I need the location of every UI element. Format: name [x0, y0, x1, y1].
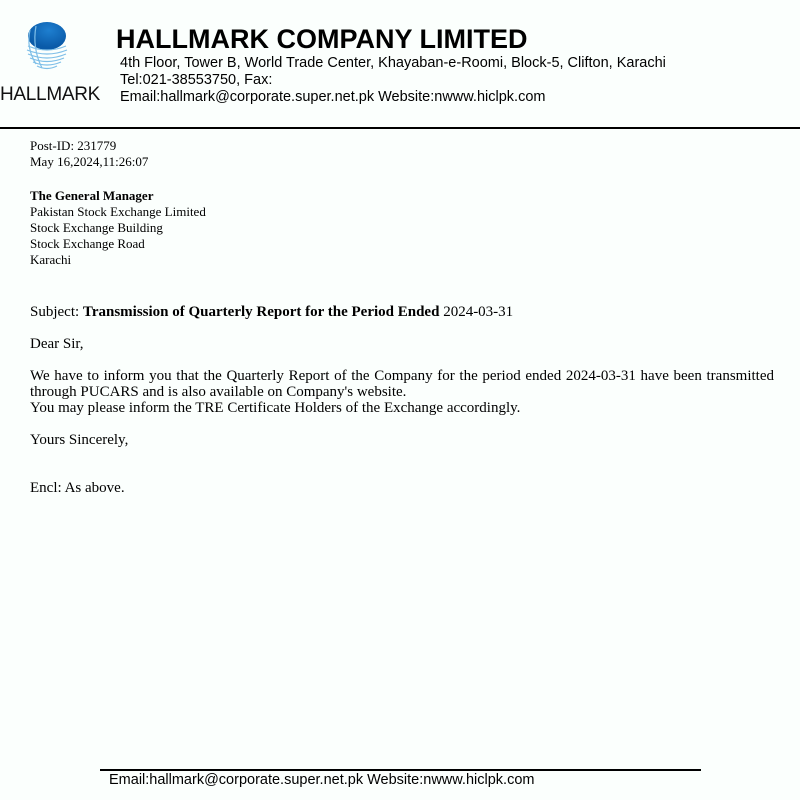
header-divider [0, 127, 800, 129]
enclosure: Encl: As above. [30, 480, 125, 496]
post-id: Post-ID: 231779 [30, 138, 117, 153]
company-address: 4th Floor, Tower B, World Trade Center, Khayaban-e-Roomi, Block-5, Clifton, Karachi [120, 55, 666, 71]
company-tel-fax: Tel:021-38553750, Fax: [120, 72, 273, 88]
recipient-line: Stock Exchange Road [30, 236, 145, 251]
company-name: HALLMARK COMPANY LIMITED [116, 24, 528, 54]
recipient-line: Karachi [30, 252, 72, 267]
footer-divider [100, 769, 701, 771]
logo-wordmark: HALLMARK [0, 84, 101, 105]
footer-email-website: Email:hallmark@corporate.super.net.pk Website:nwww.hiclpk.com [109, 772, 535, 788]
recipient-line: Pakistan Stock Exchange Limited [30, 204, 206, 219]
subject-label: Subject: [30, 304, 80, 320]
subject-date: 2024-03-31 [443, 304, 514, 320]
subject-line [30, 304, 513, 320]
recipient-title: The General Manager [30, 188, 154, 203]
salutation: Dear Sir, [30, 336, 84, 352]
post-datetime: May 16,2024,11:26:07 [30, 154, 149, 169]
company-email-website: Email:hallmark@corporate.super.net.pk Website:nwww.hiclpk.com [120, 89, 546, 105]
subject-text: Transmission of Quarterly Report for the Period Ended [82, 304, 440, 320]
recipient-line: Stock Exchange Building [30, 220, 163, 235]
body-paragraph: You may please inform the TRE Certificate Holders of the Exchange accordingly. [30, 400, 521, 416]
body-paragraph: We have to inform you that the Quarterly Report of the Company for the period ended 2024-03-31 have been transmitted through PUCARS and is also available on Company's website. [30, 368, 774, 400]
company-logo [0, 20, 102, 106]
globe-logo-icon [22, 20, 72, 80]
closing: Yours Sincerely, [30, 432, 129, 448]
